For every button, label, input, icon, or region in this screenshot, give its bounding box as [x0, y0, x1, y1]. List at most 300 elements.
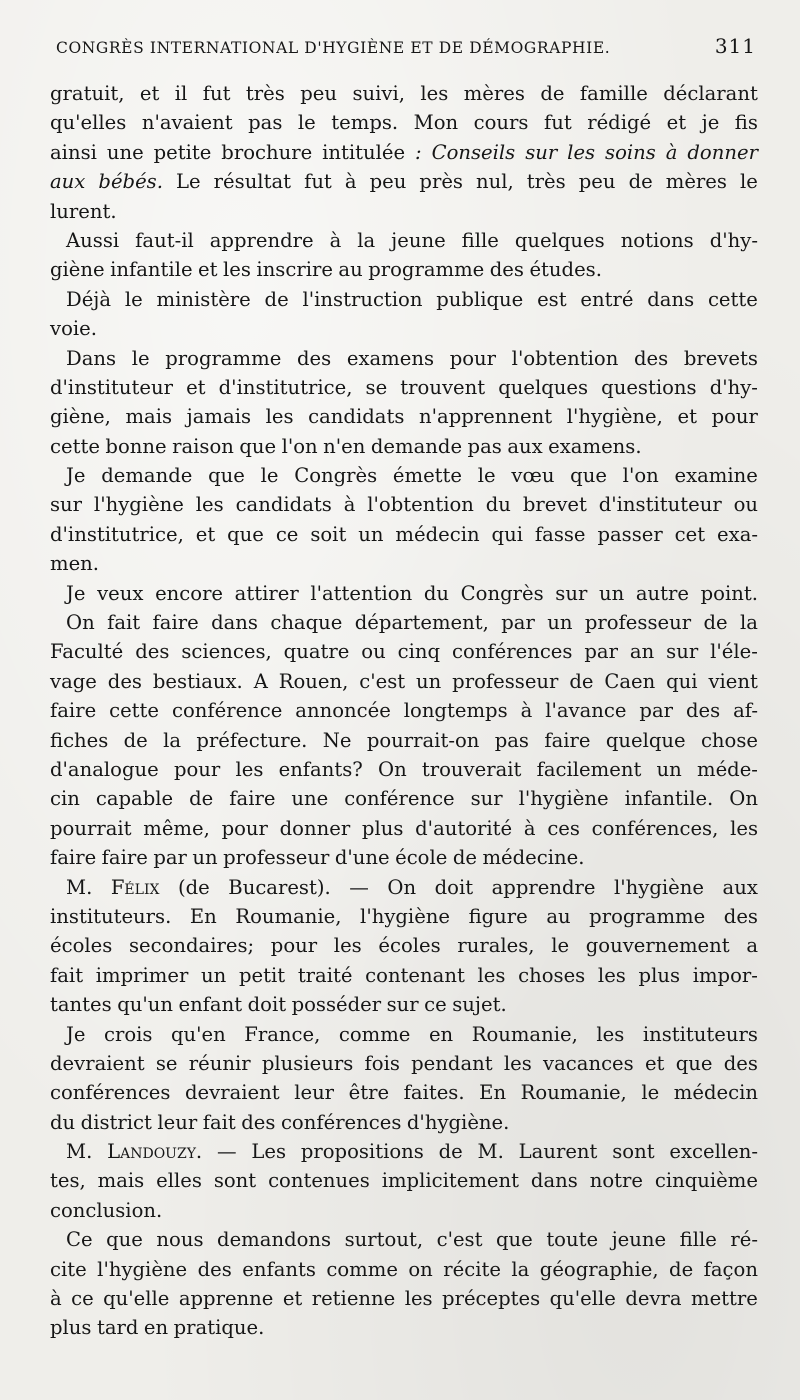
word: les [195, 493, 224, 517]
word: fis [734, 111, 758, 135]
text-line [50, 696, 758, 725]
word: faire [544, 728, 591, 752]
word: à [665, 140, 678, 164]
text-line [50, 285, 758, 314]
word: du [423, 581, 450, 605]
word: c'est [436, 1228, 483, 1252]
word: ministère [156, 287, 251, 311]
word: Landouzy. [107, 1140, 203, 1164]
word: l'avance [545, 699, 627, 723]
word: n'en [323, 434, 366, 458]
word: M. [66, 875, 93, 899]
word: Je [66, 581, 86, 605]
word: le [260, 464, 279, 488]
word: autre [635, 581, 689, 605]
word: traité [297, 963, 353, 987]
word: études. [529, 258, 602, 282]
word: de [452, 846, 477, 870]
word: examens. [548, 434, 642, 458]
word: des [241, 1110, 276, 1134]
word: raison [172, 434, 234, 458]
word: est [537, 287, 567, 311]
text-line [50, 344, 758, 373]
text-line [50, 579, 758, 608]
word: des [489, 258, 524, 282]
word: Dans [66, 346, 117, 370]
text-line [50, 873, 758, 902]
text-line [50, 814, 758, 843]
word: trouvent [400, 375, 486, 399]
word: posséder [291, 993, 382, 1017]
word: leur [157, 1110, 198, 1134]
word: brochure [221, 140, 313, 164]
word: demande [101, 464, 193, 488]
word: Ce [66, 1228, 93, 1252]
word: des [723, 1051, 758, 1075]
word: c'est [359, 669, 406, 693]
word: ré- [730, 1228, 758, 1252]
word: Les [251, 1140, 287, 1164]
word: les [503, 1051, 532, 1075]
word: tantes [50, 993, 112, 1017]
word: un [598, 581, 625, 605]
text-line [50, 843, 758, 872]
text-line [50, 902, 758, 931]
word: que [227, 522, 264, 546]
word: Congrès [294, 464, 378, 488]
word: médecine. [482, 846, 585, 870]
text-line [50, 226, 758, 255]
word: petit [238, 963, 286, 987]
word: pratique. [173, 1316, 265, 1340]
word: fois [364, 1051, 400, 1075]
word: que [675, 1051, 713, 1075]
word: cette [109, 699, 160, 723]
word: gouvernement [585, 934, 730, 958]
word: et [139, 82, 160, 105]
word: faire [101, 846, 148, 870]
word: enfant [178, 993, 243, 1017]
word: quelques [498, 375, 589, 399]
word: Je [66, 1022, 86, 1046]
word: les [223, 258, 251, 282]
word: programme [589, 904, 706, 928]
word: Mon [413, 111, 459, 135]
word: donner [279, 816, 351, 840]
word: médecin [673, 1081, 758, 1105]
running-head-title: CONGRÈS INTERNATIONAL D'HYGIÈNE ET DE DÉMOGRAPHIE. [56, 39, 611, 57]
word: que [496, 1228, 533, 1252]
word: n'apprennent [419, 405, 553, 429]
word: notre [589, 1169, 643, 1193]
text-line [50, 1255, 758, 1284]
word: quelques [514, 228, 605, 252]
word: capable [95, 787, 174, 811]
word: préceptes [442, 1287, 541, 1311]
word: de [703, 611, 728, 635]
word: les [404, 1287, 433, 1311]
word: fasse [534, 522, 586, 546]
word: men. [50, 552, 100, 576]
word: aux [507, 434, 543, 458]
word: la [163, 728, 182, 752]
word: à [343, 493, 356, 517]
page-number: 311 [714, 34, 756, 58]
word: (de [177, 875, 210, 899]
word: candidats [308, 405, 405, 429]
word: plusieurs [261, 1051, 354, 1075]
word: ainsi [50, 140, 97, 164]
text-line [50, 667, 758, 696]
word: doit [434, 875, 474, 899]
word: à [329, 228, 342, 252]
word: comme [338, 1022, 411, 1046]
word: mais [125, 405, 173, 429]
text-line [50, 1137, 758, 1166]
word: propositions [300, 1140, 424, 1164]
text-line [50, 1049, 758, 1078]
text-line [50, 1196, 758, 1225]
word: sur [470, 787, 503, 811]
word: mères [665, 170, 727, 194]
word: aux [50, 170, 86, 194]
word: faut-il [135, 228, 194, 252]
word: temps. [331, 111, 399, 135]
word: Caen [604, 669, 656, 693]
word: rurales, [457, 934, 535, 958]
word: plus [638, 963, 681, 987]
word: veux [97, 581, 144, 605]
word: préfecture. [196, 728, 308, 752]
word: conférence [344, 787, 455, 811]
word: d'institutrice, [218, 375, 353, 399]
word: pas [467, 434, 502, 458]
body-text [50, 79, 758, 1343]
word: chaque [270, 611, 343, 635]
word: écoles [378, 934, 441, 958]
word: un [192, 846, 218, 870]
word: résultat [213, 170, 292, 194]
word: infantile [110, 258, 193, 282]
word: on [408, 1257, 433, 1281]
word: doit [247, 993, 287, 1017]
word: — [216, 1140, 237, 1164]
word: comme [326, 1257, 398, 1281]
word: retienne [311, 1287, 396, 1311]
word: un [416, 669, 442, 693]
word: M. [477, 1140, 504, 1164]
word: M. [66, 1140, 93, 1164]
word: contenues [268, 1169, 370, 1193]
word: et [186, 375, 206, 399]
word: cette [50, 434, 100, 458]
word: faites. [403, 1081, 465, 1105]
word: On [66, 611, 95, 635]
word: ce [275, 522, 299, 546]
word: Roumanie, [235, 904, 342, 928]
word: petite [153, 140, 212, 164]
word: et [666, 111, 687, 135]
text-line [50, 314, 758, 343]
word: ce [424, 993, 447, 1017]
word: plus [361, 816, 404, 840]
word: Bucarest). [228, 875, 331, 899]
word: longtemps [403, 699, 508, 723]
word: pour [711, 405, 758, 429]
word: qui [666, 669, 698, 693]
word: A [253, 669, 268, 693]
word: devraient [185, 1081, 280, 1105]
word: qu'elle [103, 1287, 170, 1311]
word: qui [491, 522, 523, 546]
word: professeur [223, 846, 330, 870]
word: vient [708, 669, 758, 693]
word: conférences [280, 1110, 402, 1134]
word: pas [248, 111, 283, 135]
word: cinq [397, 640, 441, 664]
word: des [197, 1257, 232, 1281]
word: les [235, 757, 264, 781]
text-line [50, 138, 758, 167]
word: l'éle- [710, 640, 758, 664]
word: nul, [476, 170, 514, 194]
word: quatre [283, 640, 350, 664]
word: infantile. [624, 787, 714, 811]
word: surtout, [344, 1228, 424, 1252]
word: l'hygiène [360, 904, 451, 928]
word: réunir [188, 1051, 251, 1075]
word: lurent. [50, 199, 117, 223]
word: pour [270, 934, 318, 958]
word: l'attention [310, 581, 413, 605]
word: a [746, 934, 758, 958]
word: ou [733, 493, 758, 517]
word: sciences, [181, 640, 272, 664]
word: émette [392, 464, 463, 488]
word: jeune [611, 1228, 667, 1252]
word: d'hy- [709, 228, 758, 252]
word: famille [579, 82, 648, 105]
word: méde- [696, 757, 758, 781]
word: très [245, 82, 285, 105]
word: même, [143, 816, 210, 840]
word: cet [674, 522, 706, 546]
word: fut [304, 170, 332, 194]
word: Le [176, 170, 201, 194]
word: professeur [452, 669, 559, 693]
word: ce [71, 1287, 94, 1311]
word: : [415, 140, 422, 164]
text-line [50, 1020, 758, 1049]
word: impor- [692, 963, 758, 987]
word: quelque [605, 728, 686, 752]
word: et [282, 1287, 303, 1311]
word: le [551, 934, 570, 958]
word: devra [625, 1287, 682, 1311]
word: soins [605, 140, 656, 164]
word: faire [152, 611, 199, 635]
word: an [629, 640, 655, 664]
word: secondaires; [128, 934, 255, 958]
word: les [333, 934, 362, 958]
word: et [677, 405, 697, 429]
word: tard [96, 1316, 139, 1340]
word: d'instituteur [50, 375, 173, 399]
text-line [50, 255, 758, 284]
word: de [669, 1257, 694, 1281]
word: district [80, 1110, 152, 1134]
word: du [485, 493, 511, 517]
word: passer [597, 522, 663, 546]
word: devraient [50, 1051, 145, 1075]
word: fut [543, 111, 572, 135]
word: peu [369, 170, 407, 194]
word: fut [202, 82, 231, 105]
word: conférences [452, 640, 573, 664]
word: peu [300, 82, 338, 105]
word: aux [722, 875, 758, 899]
word: France, [244, 1022, 321, 1046]
word: Congrès [460, 581, 544, 605]
word: l'obtention [511, 346, 619, 370]
word: que [239, 434, 277, 458]
word: inscrire [256, 258, 333, 282]
word: du [50, 1110, 76, 1134]
word: suivi, [352, 82, 405, 105]
word: le [477, 464, 496, 488]
word: les [265, 405, 294, 429]
text-line [50, 1108, 758, 1137]
word: être [348, 1081, 390, 1105]
word: de [569, 669, 594, 693]
word: entré [580, 287, 634, 311]
text-line [50, 755, 758, 784]
word: gratuit, [50, 82, 125, 105]
word: l'on [281, 434, 318, 458]
word: pendant [411, 1051, 493, 1075]
word: nous [156, 1228, 204, 1252]
word: crois [103, 1022, 153, 1046]
word: les [477, 963, 506, 987]
text-line [50, 1313, 758, 1342]
word: contenant [365, 963, 465, 987]
word: géographie, [539, 1257, 659, 1281]
word: bonne [105, 434, 167, 458]
word: un [656, 757, 682, 781]
word: au [546, 904, 571, 928]
word: et [198, 258, 218, 282]
word: à [520, 699, 533, 723]
text-line [50, 432, 758, 461]
word: giène, [50, 405, 111, 429]
text-line [50, 197, 758, 226]
word: brevet [522, 493, 587, 517]
word: leur [294, 1081, 335, 1105]
word: Roumanie, [471, 1022, 578, 1046]
word: cinquième [654, 1169, 758, 1193]
word: cette [707, 287, 758, 311]
word: bestiaux. [152, 669, 243, 693]
word: exa- [717, 522, 758, 546]
word: conférences, [591, 816, 719, 840]
word: pas [494, 728, 529, 752]
word: fait [202, 1110, 236, 1134]
word: — [349, 875, 369, 899]
word: cin [50, 787, 80, 811]
word: soit [310, 522, 347, 546]
word: d'hy- [709, 375, 758, 399]
word: Aussi [66, 228, 120, 252]
word: l'on [622, 464, 659, 488]
word: par [153, 846, 187, 870]
word: examens [346, 346, 435, 370]
word: une [106, 140, 144, 164]
word: de [264, 287, 289, 311]
word: Faculté [50, 640, 124, 664]
word: qu'un [117, 993, 173, 1017]
word: Conseils [431, 140, 516, 164]
word: chose [700, 728, 758, 752]
word: Félix [110, 875, 160, 899]
word: par [639, 699, 673, 723]
word: intitulée [322, 140, 406, 164]
word: le [641, 1081, 660, 1105]
word: faire [50, 699, 97, 723]
word: conclusion. [50, 1198, 163, 1222]
word: On [387, 875, 417, 899]
word: fait [50, 963, 84, 987]
word: vœu [511, 464, 555, 488]
text-line [50, 520, 758, 549]
word: choses [518, 963, 586, 987]
word: enfants [242, 1257, 316, 1281]
word: récite [443, 1257, 501, 1281]
word: de [189, 787, 214, 811]
word: les [420, 82, 449, 105]
word: attirer [234, 581, 299, 605]
word: apprendre [491, 875, 596, 899]
word: que [208, 464, 245, 488]
word: l'hygiène, [566, 405, 663, 429]
word: conférence [171, 699, 283, 723]
word: que [570, 464, 607, 488]
word: à [523, 816, 536, 840]
word: et [195, 522, 216, 546]
text-line [50, 1078, 758, 1107]
word: En [479, 1081, 507, 1105]
word: faire [50, 846, 97, 870]
word: de [628, 170, 653, 194]
word: cours [473, 111, 529, 135]
word: école [395, 846, 448, 870]
word: les [567, 140, 596, 164]
word: toute [546, 1228, 599, 1252]
word: l'hygiène [97, 1257, 188, 1281]
word: de [540, 82, 565, 105]
word: fille [679, 1228, 717, 1252]
text-line [50, 167, 758, 196]
text-line [50, 784, 758, 813]
word: des [723, 904, 758, 928]
word: demandons [217, 1228, 332, 1252]
word: voie. [50, 317, 97, 341]
word: sur [50, 493, 83, 517]
word: par [584, 640, 618, 664]
word: de [438, 1140, 463, 1164]
word: bébés. [98, 170, 163, 194]
word: l'hygiène [614, 875, 704, 899]
word: le [297, 111, 316, 135]
